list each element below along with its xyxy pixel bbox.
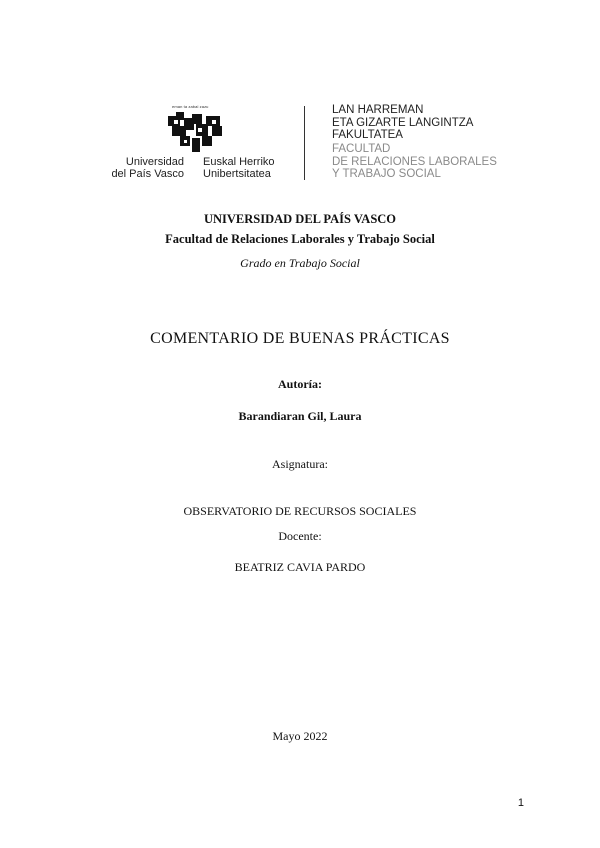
university-name-es-line: Universidad — [125, 156, 184, 168]
teacher-name: BEATRIZ CAVIA PARDO — [234, 560, 366, 574]
upv-ehu-emblem-icon — [166, 110, 226, 154]
teacher-label: Docente: — [278, 529, 322, 543]
author-label: Autoría: — [278, 377, 322, 391]
page-number: 1 — [517, 797, 524, 809]
university-name-es — [108, 156, 184, 180]
faculty-name-es-line: Y TRABAJO SOCIAL — [332, 168, 441, 180]
author-name: Barandiaran Gil, Laura — [238, 409, 362, 423]
document-title: COMENTARIO DE BUENAS PRÁCTICAS — [150, 330, 450, 347]
faculty-name-eu-line: ETA GIZARTE LANGINTZA — [332, 116, 474, 129]
subject-label: Asignatura: — [272, 457, 328, 471]
university-name-es-line: del País Vasco — [111, 168, 184, 180]
faculty-name-es-line: FACULTAD — [332, 143, 391, 155]
degree-line: Grado en Trabajo Social — [240, 256, 360, 270]
university-name-eu — [203, 156, 293, 180]
university-name-eu-line: Euskal Herriko — [203, 156, 275, 168]
subject-name: OBSERVATORIO DE RECURSOS SOCIALES — [183, 504, 417, 518]
faculty-name-es — [332, 143, 497, 181]
university-logo-block — [0, 0, 600, 190]
faculty-name-eu — [332, 104, 473, 142]
logo-divider — [304, 106, 305, 180]
faculty-heading: Facultad de Relaciones Laborales y Trabajo Social — [165, 232, 435, 246]
logo-motto: eman ta zabal zazu — [172, 104, 209, 109]
document-date: Mayo 2022 — [272, 729, 328, 743]
faculty-name-es-line: DE RELACIONES LABORALES — [332, 155, 497, 168]
university-heading: UNIVERSIDAD DEL PAÍS VASCO — [203, 212, 397, 226]
faculty-name-eu-line: LAN HARREMAN — [332, 104, 424, 116]
faculty-name-eu-line: FAKULTATEA — [332, 129, 403, 141]
university-name-eu-line: Unibertsitatea — [203, 168, 271, 180]
